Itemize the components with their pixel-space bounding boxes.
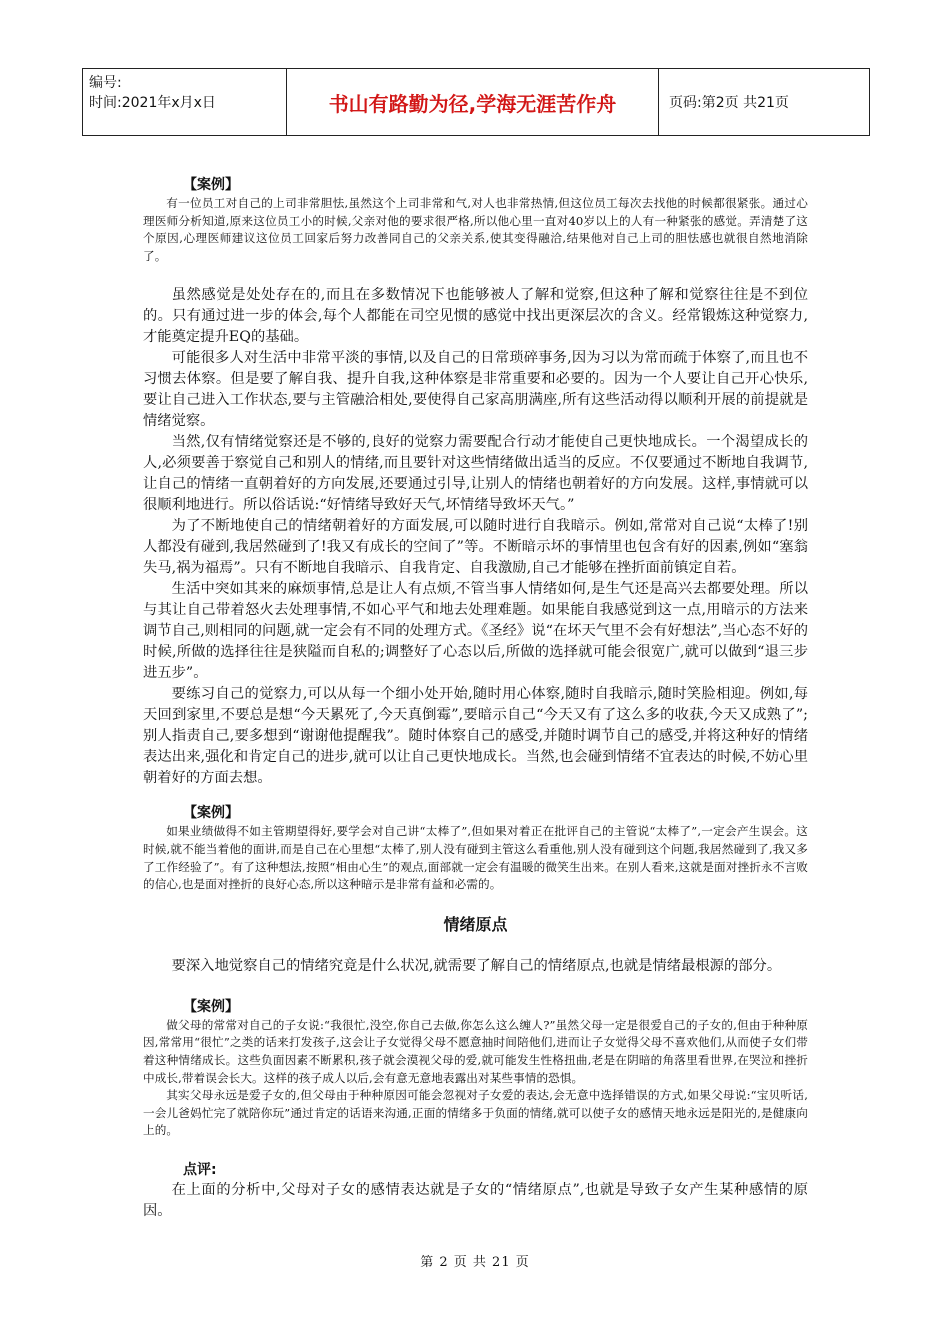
paragraph: 要练习自己的觉察力,可以从每一个细小处开始,随时用心体察,随时自我暗示,随时笑脸相迎。例如,每天回到家里,不要总是想“今天累死了,今天真倒霉”,要暗示自己“今天又有了这么多的收获,今天又成熟了”;别人指责自己,要多想到“谢谢他提醒我”。随时体察自己的感受,并随时调节自己的感受,并将这种好的情绪表达出来,强化和肯定自己的进步,就可以让自己更快地成长。当然,也会碰到情绪不宜表达的时候,不妨心里朝着好的方面去想。 xyxy=(143,686,808,787)
page-footer: 第 2 页 共 21 页 xyxy=(420,1255,530,1270)
case-text xyxy=(143,195,808,265)
paragraph: 要深入地觉察自己的情绪究竟是什么状况,就需要了解自己的情绪原点,也就是情绪最根源的部分。 xyxy=(171,957,782,974)
document-body xyxy=(143,175,808,1222)
page-info: 页码:第2页 共21页 xyxy=(669,95,789,111)
case-paragraph: 有一位员工对自己的上司非常胆怯,虽然这个上司非常和气,对人也非常热情,但这位员工每次去找他的时候都很紧张。通过心理医师分析知道,原来这位员工小的时候,父亲对他的要求很严格,所以他心里一直对40岁以上的人有一种紧张的感觉。弄清楚了这个原因,心理医师建议这位员工回家后努力改善同自己的父亲关系,使其变得融洽,结果他对自己上司的胆怯感也就很自然地消除了。 xyxy=(143,196,808,263)
body-text xyxy=(143,956,808,977)
header-meta-cell xyxy=(83,69,287,135)
case-text xyxy=(143,1017,808,1140)
case-label: 【案例】 xyxy=(183,177,239,193)
section-title: 情绪原点 xyxy=(443,914,508,934)
case-label: 【案例】 xyxy=(183,805,239,822)
motto: 书山有路勤为径,学海无涯苦作舟 xyxy=(287,69,659,135)
number-label: 编号: xyxy=(89,75,122,91)
case-paragraph: 如果业绩做得不如主管期望得好,要学会对自己讲“太棒了”,但如果对着正在批评自己的主管说“太棒了”,一定会产生误会。这时候,就不能当着他的面讲,而是自己在心里想“太棒了,别人没有碰到主管这么看重他,别人没有碰到这个问题,我居然碰到了,我又多了工作经验了”。有了这种想法,按照“相由心生”的观点,面部就一定会有温暖的微笑生出来。在别人看来,这就是面对挫折永不言败的信心,也是面对挫折的良好心态,所以这种暗示是非常有益和必需的。 xyxy=(143,824,808,892)
case-paragraph: 其实父母永远是爱子女的,但父母由于种种原因可能会忽视对子女爱的表达,会无意中选择错误的方式,如果父母说:“宝贝听话,一会儿爸妈忙完了就陪你玩”通过肯定的话语来沟通,正面的情绪多于负面的情绪,就可以使子女的感情天地永远是阳光的,是健康向上的。 xyxy=(143,1088,808,1138)
comment-label: 点评: xyxy=(183,1161,217,1178)
comment-text xyxy=(143,1180,808,1222)
case-text xyxy=(143,823,808,893)
paragraph: 可能很多人对生活中非常平淡的事情,以及自己的日常琐碎事务,因为习以为常而疏于体察了,而且也不习惯去体察。但是要了解自我、提升自我,这种体察是非常重要和必要的。因为一个人要让自己开心快乐,要让自己进入工作状态,要与主管融洽相处,要使得自己家高朋满座,所有这些活动得以顺利开展的前提就是情绪觉察。 xyxy=(143,350,808,430)
paragraph: 在上面的分析中,父母对子女的感情表达就是子女的“情绪原点”,也就是导致子女产生某种感情的原因。 xyxy=(143,1181,808,1219)
paragraph: 虽然感觉是处处存在的,而且在多数情况下也能够被人了解和觉察,但这种了解和觉察往往是不到位的。只有通过进一步的体会,每个人都能在司空见惯的感觉中找出更深层次的含义。经常锻炼这种觉察力,才能奠定提升EQ的基础。 xyxy=(143,287,808,346)
case-paragraph: 做父母的常常对自己的子女说:“我很忙,没空,你自己去做,你怎么这么缠人?”虽然父母一定是很爱自己的子女的,但由于种种原因,常常用“很忙”之类的话来打发孩子,这会让子女觉得父母不愿意抽时间陪他们,进而让子女觉得父母不喜欢他们,从而使子女们带着这种情绪成长。这些负面因素不断累积,孩子就会漠视父母的爱,就可能发生性格扭曲,老是在阴暗的角落里看世界,在哭泣和挫折中成长,带着误会长大。这样的孩子成人以后,会有意无意地表露出对某些事情的恐惧。 xyxy=(143,1017,808,1085)
body-text xyxy=(143,285,808,789)
paragraph: 当然,仅有情绪觉察还是不够的,良好的觉察力需要配合行动才能使自己更快地成长。一个渴望成长的人,必须要善于察觉自己和别人的情绪,而且要针对这些情绪做出适当的反应。不仅要通过不断地自我调节,让自己的情绪一直朝着好的方向发展,还要通过引导,让别人的情绪也朝着好的方向发展。这样,事情就可以很顺利地进行。所以俗话说:“好情绪导致好天气,坏情绪导致坏天气。” xyxy=(143,434,808,514)
case-label: 【案例】 xyxy=(183,998,239,1015)
paragraph: 生活中突如其来的麻烦事情,总是让人有点烦,不管当事人情绪如何,是生气还是高兴去都要处理。所以与其让自己带着怒火去处理事情,不如心平气和地去处理难题。如果能自我感觉到这一点,用暗示的方法来调节自己,则相同的问题,就一定会有不同的处理方式。《圣经》说“在坏天气里不会有好想法”,当心态不好的时候,所做的选择往往是狭隘而自私的;调整好了心态以后,所做的选择就可能会很宽广,就可以做到“退三步进五步”。 xyxy=(143,581,808,682)
paragraph: 为了不断地使自己的情绪朝着好的方面发展,可以随时进行自我暗示。例如,常常对自己说“太棒了!别人都没有碰到,我居然碰到了!我又有成长的空间了”等。不断暗示坏的事情里也包含有好的因素,例如“塞翁失马,祸为福焉”。只有不断地自我暗示、自我肯定、自我激励,自己才能够在挫折面前镇定自若。 xyxy=(143,518,808,577)
document-header xyxy=(82,68,870,136)
date-label: 时间:2021年x月x日 xyxy=(89,95,216,111)
